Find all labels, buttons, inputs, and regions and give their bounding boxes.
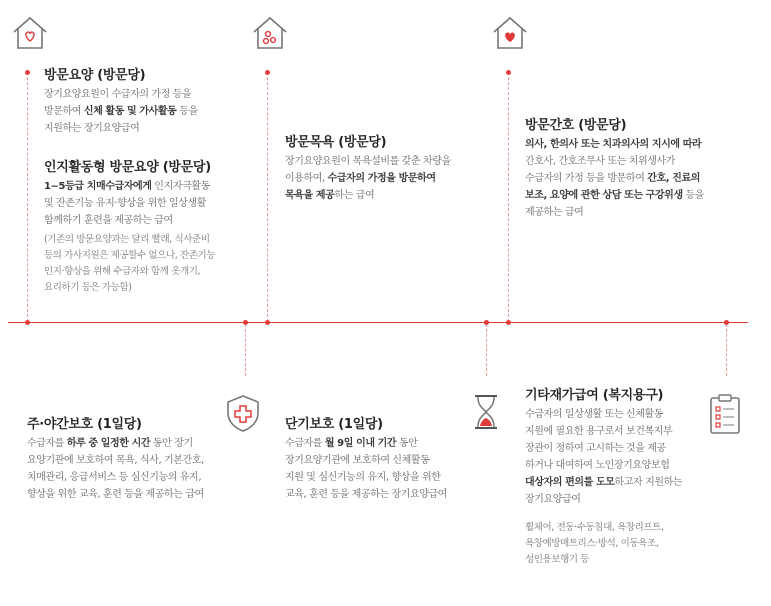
nursing-title: 방문간호 (방문당)	[525, 118, 627, 133]
bathing-title: 방문목욕 (방문당)	[285, 135, 387, 150]
timeline-dot	[25, 320, 30, 325]
connector-line	[27, 72, 28, 322]
day-night-care-title: 주·야간보호 (1일당)	[27, 417, 142, 432]
home-care-title: 방문요양 (방문당)	[44, 68, 146, 83]
timeline-dot	[265, 320, 270, 325]
short-term-care-description: 수급자를 월 9일 이내 기간 동안 장기요양기관에 보호하여 신체활동 지원 및 심신기능의 유지, 향상을 위한 교육, 훈련 등을 제공하는 장기요양급여	[285, 438, 448, 500]
timeline-dot	[265, 70, 270, 75]
timeline-dot	[506, 320, 511, 325]
clipboard-checklist-icon	[708, 393, 742, 435]
equipment-title: 기타재가급여 (복지용구)	[525, 388, 664, 403]
shield-cross-icon	[224, 393, 262, 433]
timeline-dot	[484, 320, 489, 325]
timeline-dot	[243, 320, 248, 325]
home-care-description: 장기요양요원이 수급자의 가정 등을 방문하여 신체 활동 및 가사활동 등을 지원하는 장기요양급여	[44, 89, 198, 134]
cognitive-care-description: 1~5등급 치매수급자에게 인지자극활동 및 잔존기능 유지·향상을 위한 일상생활 함께하기 훈련을 제공하는 급여	[44, 181, 210, 226]
timeline-dot	[724, 320, 729, 325]
connector-line	[508, 72, 509, 322]
cognitive-care-note: (기존의 방문요양과는 달리 빨래, 식사준비 등의 가사지원은 제공할수 없으나, 잔존기능 인지·향상을 위해 수급자와 함께 옷개기, 요리하기 등은 가능함)	[44, 234, 216, 293]
house-heart-icon	[11, 14, 49, 52]
house-bath-icon	[251, 14, 289, 52]
equipment-description: 수급자의 일상생활 또는 신체활동 지원에 필요한 용구로서 보건복지부 장관이 정하여 고시하는 것을 제공 하거나 대여하여 노인장기요양보험 대상자의 편의를 도모하고자 지원하는 장기요양급여	[525, 409, 683, 505]
short-term-care-title: 단기보호 (1일당)	[285, 417, 383, 432]
equipment-items: 휠체어, 전동·수동침대, 욕창리프트, 욕창예방매트리스·방석, 이동욕조, 성인용보행기 등	[525, 522, 664, 565]
connector-line	[726, 324, 727, 376]
bathing-description: 장기요양요원이 목욕설비를 갖춘 차량을 이용하여, 수급자의 가정을 방문하여 목욕을 제공하는 급여	[285, 156, 451, 201]
hourglass-icon	[472, 393, 500, 431]
connector-line	[486, 324, 487, 376]
day-night-care-description: 수급자를 하루 중 일정한 시간 동안 장기 요양기관에 보호하여 목욕, 식사, 기본간호, 치매관리, 응급서비스 등 심신기능의 유지, 향상을 위한 교육, 훈련 등을 제공하는 급여	[27, 438, 204, 500]
house-heart-solid-icon	[491, 14, 529, 52]
cognitive-care-title: 인지활동형 방문요양 (방문당)	[44, 160, 211, 175]
connector-line	[267, 72, 268, 322]
nursing-description: 의사, 한의사 또는 치과의사의 지시에 따라 간호사, 간호조무사 또는 치위생사가 수급자의 가정 등을 방문하여 간호, 진료의 보조, 요양에 관한 상담 또는 구강위생 등을 제공하는 급여	[525, 139, 705, 218]
timeline-line	[8, 322, 748, 323]
timeline-dot	[25, 70, 30, 75]
connector-line	[245, 324, 246, 376]
timeline-dot	[506, 70, 511, 75]
